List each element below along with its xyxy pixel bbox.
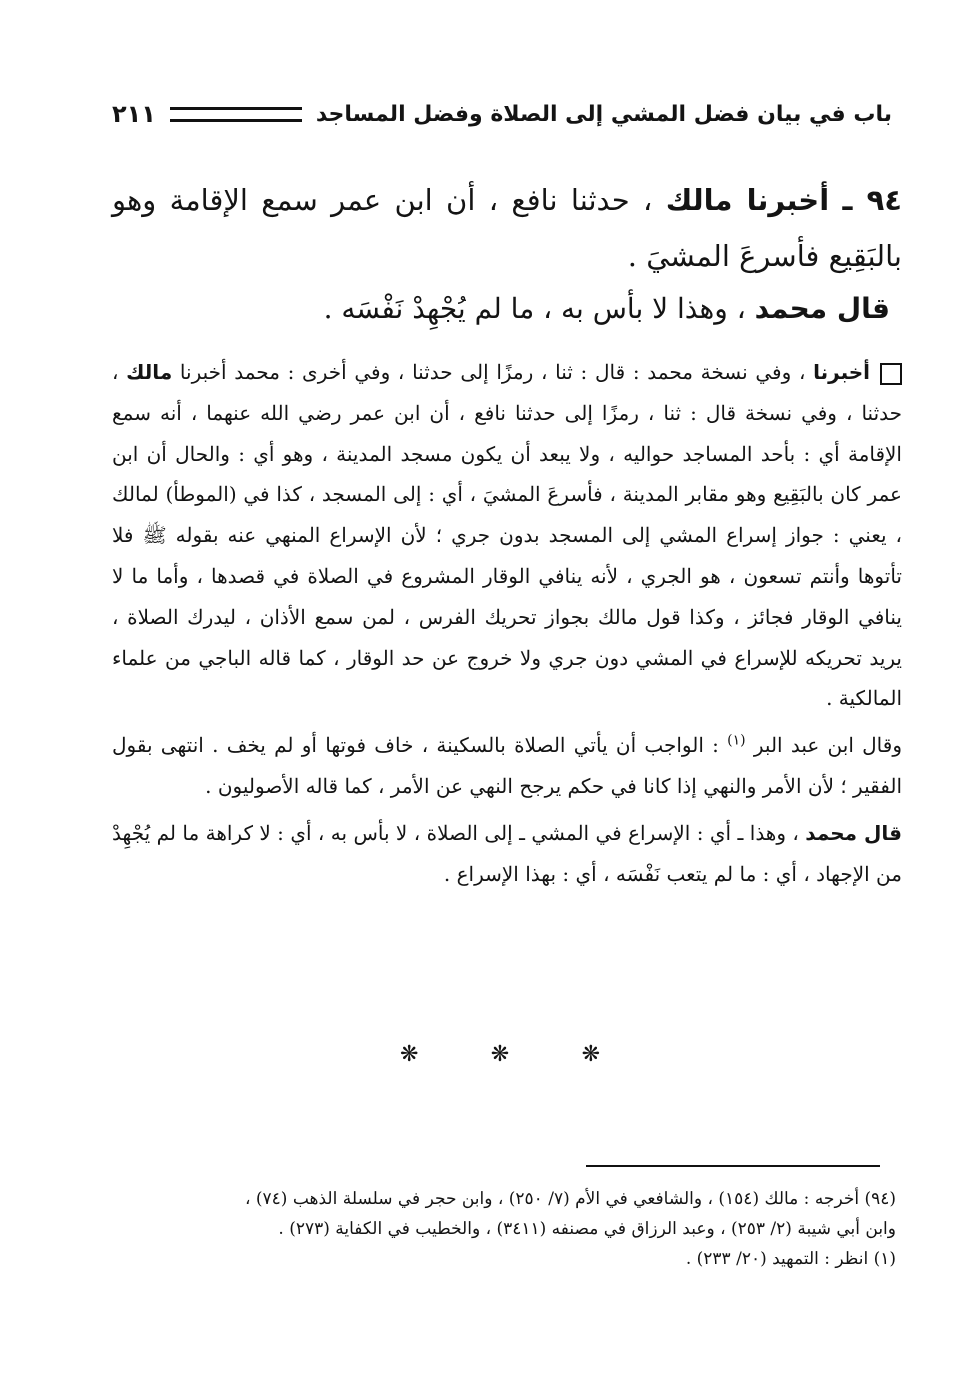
commentary-paragraph-1 xyxy=(112,352,902,719)
commentary-lead: قال محمد xyxy=(805,820,903,845)
author-comment-body: ، وهذا لا بأس به ، ما لم يُجْهِدْ نَفْسَه . xyxy=(323,292,746,325)
commentary-text: ، وهذا ـ أي : الإسراع في المشي ـ إلى الصلاة ، لا بأس به ، أي : لا كراهة ما لم يُجْهِدْ من الإجهاد ، أي : ما لم يتعب نَفْسَه ، أي : بهذا الإسراع . xyxy=(112,820,902,886)
page-number: ٢١١ xyxy=(112,100,156,128)
square-marker-icon xyxy=(880,363,902,385)
hadith-number: ٩٤ ـ xyxy=(842,183,902,217)
author-comment xyxy=(150,284,890,334)
commentary-text: ، حدثنا ، وفي نسخة قال : ثنا ، رمزًا إلى حدثنا نافع ، أن ابن عمر رضي الله عنهما ، أنه سمع الإقامة أي : بأحد المساجد حواليه ، ولا يبعد أن يكون مسجد المدينة ، وهو أي : والحال أن ابن عمر كان بالبَقِيع وهو مقابر المدينة ، فأسرعَ المشيَ ، أي : إلى المسجد ، كذا في (الموطأ) لمالك ، يعني : جواز إسراع المشي إلى المسجد بدون جري ؛ لأن الإسراع المنهي عنه بقوله ﷺ فلا تأتوها وأنتم تسعون ، هو الجري ، لأنه ينافي الوقار المشروع في الصلاة في قصدها ، وأما ما لا ينافي الوقار فجائز ، وكذا قول مالك بجواز تحريك الفرس ، لمن سمع الأذان ، ليدرك الصلاة ، يريد تحريكه للإسراع في المشي دون جري ولا خروج عن حد الوقار ، كما قاله الباجي من علماء المالكية . xyxy=(112,360,902,711)
section-divider xyxy=(400,1042,600,1082)
star-ornament-icon: ❋ xyxy=(490,1042,510,1067)
commentary-paragraph-2 xyxy=(112,725,902,807)
commentary-lead: أخبرنا xyxy=(813,360,871,384)
footnote-reference: (١) xyxy=(727,732,746,749)
hadith-text xyxy=(112,172,902,284)
footnote-line: (٩٤) أخرجه : مالك (١٥٤) ، والشافعي في الأم (٧/ ٢٥٠) ، وابن حجر في سلسلة الذهب (٧٤) ، xyxy=(244,1189,896,1209)
hadith-narrator: أخبرنا مالك xyxy=(665,183,830,217)
header-rule xyxy=(170,107,302,122)
footnotes xyxy=(112,1184,896,1274)
commentary-lead-malik: مالك xyxy=(126,360,173,384)
footnote-line: وابن أبي شيبة (٢/ ٢٥٣) ، وعبد الرزاق في مصنفه (٣٤١١) ، والخطيب في الكفاية (٢٧٣) . xyxy=(278,1219,896,1239)
commentary xyxy=(112,352,902,894)
commentary-text: ، وفي نسخة محمد : قال : ثنا ، رمزًا إلى حدثنا ، وفي أخرى : محمد أخبرنا xyxy=(179,360,806,384)
star-ornament-icon: ❋ xyxy=(400,1042,419,1067)
chapter-title: باب في بيان فضل المشي إلى الصلاة وفضل المساجد xyxy=(315,101,892,127)
author-comment-lead: قال محمد xyxy=(754,292,890,325)
hadith-body: ، حدثنا نافع ، أن ابن عمر سمع الإقامة وهو بالبَقِيع فأسرعَ المشيَ . xyxy=(112,183,902,273)
footnote-separator xyxy=(586,1165,880,1167)
commentary-paragraph-3 xyxy=(112,813,902,895)
footnote-line: (١) انظر : التمهيد (٢٠/ ٢٣٣) . xyxy=(685,1249,896,1269)
commentary-text: وقال ابن عبد البر xyxy=(753,733,902,758)
commentary-text: : الواجب أن يأتي الصلاة بالسكينة ، خاف فوتها أو لم يخف . انتهى بقول الفقير ؛ لأن الأمر والنهي إذا كانا في حكم يرجح النهي عن الأمر ، كما قاله الأصوليون . xyxy=(112,733,902,798)
running-header xyxy=(112,92,892,136)
star-ornament-icon: ❋ xyxy=(581,1042,600,1067)
